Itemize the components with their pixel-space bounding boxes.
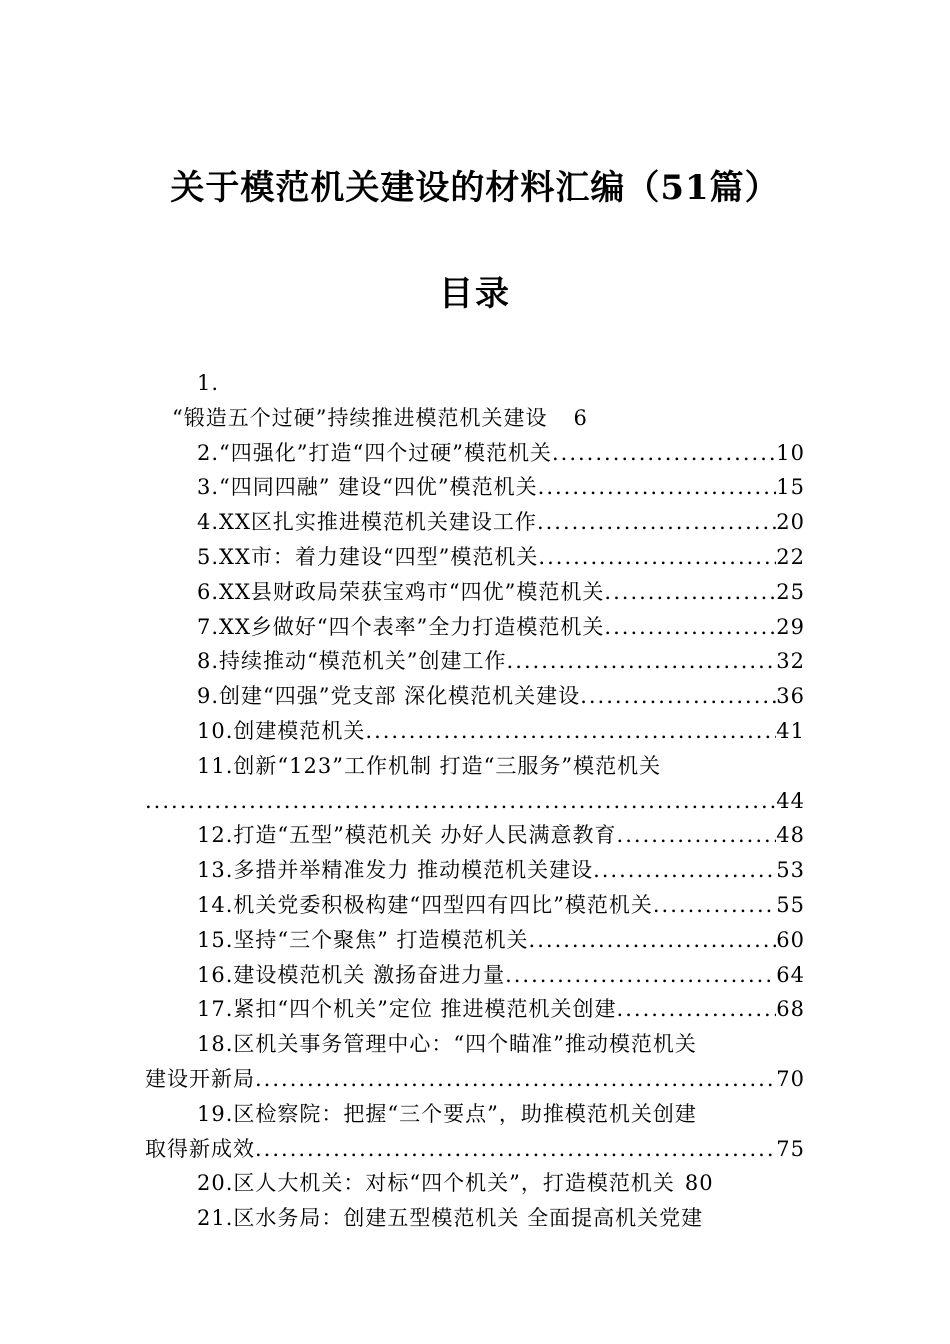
toc-heading: 目录 xyxy=(439,274,511,314)
toc-entry-text: 5.XX市：着力建设“四型”模范机关 xyxy=(197,544,539,569)
toc-entry-1-number: 1. xyxy=(197,371,220,395)
toc-entry-page: 48 xyxy=(776,823,805,848)
dot-leader xyxy=(617,992,777,1027)
toc-entry-21[interactable] xyxy=(145,1201,805,1236)
dot-leader xyxy=(255,1132,776,1167)
toc-entry-text: 9.创建“四强”党支部 深化模范机关建设 xyxy=(197,684,581,709)
toc-entry-15[interactable] xyxy=(145,923,805,958)
dot-leader xyxy=(538,540,776,575)
toc-entry-text: 8.持续推动“模范机关”创建工作 xyxy=(197,649,507,674)
toc-entry-5[interactable] xyxy=(145,540,805,575)
dot-leader xyxy=(593,853,776,888)
toc-entry-page: 60 xyxy=(776,927,805,952)
toc-entry-text: 13.多措并举精准发力 推动模范机关建设 xyxy=(197,858,594,883)
toc-entry-text: 20.区人大机关：对标“四个机关”，打造模范机关 xyxy=(197,1171,675,1196)
toc-entry-text: 3.“四同四融” 建设“四优”模范机关 xyxy=(197,475,538,500)
toc-entry-10[interactable] xyxy=(145,714,805,749)
toc-entry-page: 53 xyxy=(776,858,805,883)
toc-entry-page: 80 xyxy=(684,1171,714,1196)
dot-leader xyxy=(537,505,776,540)
dot-leader xyxy=(617,818,777,853)
toc-entry-13[interactable] xyxy=(145,853,805,888)
toc-entry-page: 10 xyxy=(776,440,805,465)
toc-entry-18-continuation[interactable] xyxy=(145,1062,805,1097)
toc-entry-8[interactable] xyxy=(145,644,805,679)
toc-entry-page: 41 xyxy=(776,718,805,743)
table-of-contents xyxy=(145,366,805,1236)
toc-entry-18[interactable] xyxy=(145,1027,805,1062)
dot-leader xyxy=(507,644,777,679)
toc-entry-19-continuation[interactable] xyxy=(145,1132,805,1167)
toc-entry-page: 22 xyxy=(776,544,805,569)
toc-entry-text: 取得新成效 xyxy=(145,1136,255,1161)
toc-entry-19[interactable] xyxy=(145,1097,805,1132)
toc-entry-12[interactable] xyxy=(145,818,805,853)
toc-entry-3[interactable] xyxy=(145,470,805,505)
dot-leader xyxy=(552,436,776,471)
toc-entry-page: 68 xyxy=(776,997,805,1022)
toc-entry-page: 36 xyxy=(776,684,805,709)
toc-entry-page: 75 xyxy=(776,1136,805,1161)
toc-entry-4[interactable] xyxy=(145,505,805,540)
toc-entry-14[interactable] xyxy=(145,888,805,923)
toc-entry-11[interactable] xyxy=(145,749,805,784)
toc-entry-16[interactable] xyxy=(145,958,805,993)
toc-entry-17[interactable] xyxy=(145,992,805,1027)
toc-entry-7[interactable] xyxy=(145,610,805,645)
toc-entry-text: 16.建设模范机关 激扬奋进力量 xyxy=(197,962,506,987)
toc-entry-page: 32 xyxy=(776,649,805,674)
toc-entry-page: 25 xyxy=(776,579,805,604)
toc-entry-text: 11.创新“123”工作机制 打造“三服务”模范机关 xyxy=(197,753,662,778)
document-title: 关于模范机关建设的材料汇编（51篇） xyxy=(170,168,780,208)
toc-entry-text: 21.区水务局：创建五型模范机关 全面提高机关党建 xyxy=(197,1206,704,1231)
toc-entry-text: 6.XX县财政局荣获宝鸡市“四优”模范机关 xyxy=(197,579,605,604)
toc-entry-11-continuation[interactable] xyxy=(145,784,805,819)
toc-entry-text: 建设开新局 xyxy=(145,1066,255,1091)
toc-entry-2[interactable] xyxy=(145,436,805,471)
dot-leader xyxy=(505,958,776,993)
toc-entry-page: 64 xyxy=(776,962,805,987)
toc-entry-text: 17.紧扣“四个机关”定位 推进模范机关创建 xyxy=(197,997,617,1022)
toc-entry-page: 70 xyxy=(776,1066,805,1091)
toc-entry-6[interactable] xyxy=(145,575,805,610)
toc-entry-text: 12.打造“五型”模范机关 办好人民满意教育 xyxy=(197,823,617,848)
dot-leader xyxy=(604,610,776,645)
toc-entry-page: 44 xyxy=(776,788,805,813)
toc-entry-page: 6 xyxy=(573,405,588,430)
dot-leader xyxy=(365,714,776,749)
dot-leader xyxy=(604,575,776,610)
toc-entry-text: 19.区检察院：把握“三个要点”，助推模范机关创建 xyxy=(197,1101,697,1126)
toc-entry-page: 15 xyxy=(776,475,805,500)
toc-entry-text: 2.“四强化”打造“四个过硬”模范机关 xyxy=(197,440,552,465)
toc-entry-page: 29 xyxy=(776,614,805,639)
dot-leader xyxy=(580,679,776,714)
dot-leader xyxy=(538,470,777,505)
toc-entry-text: 4.XX区扎实推进模范机关建设工作 xyxy=(197,510,537,535)
dot-leader xyxy=(529,923,777,958)
dot-leader xyxy=(653,888,776,923)
toc-entry-page: 55 xyxy=(776,892,805,917)
toc-entry-20[interactable] xyxy=(145,1166,805,1201)
toc-entry-1[interactable] xyxy=(145,401,805,436)
toc-entry-text: 14.机关党委积极构建“四型四有四比”模范机关 xyxy=(197,892,653,917)
toc-entry-text: 15.坚持“三个聚焦” 打造模范机关 xyxy=(197,927,529,952)
toc-entry-text: 18.区机关事务管理中心：“四个瞄准”推动模范机关 xyxy=(197,1032,697,1057)
toc-entry-text: “锻造五个过硬”持续推进模范机关建设 xyxy=(172,405,548,430)
dot-leader xyxy=(145,784,776,819)
toc-entry-text: 10.创建模范机关 xyxy=(197,718,366,743)
toc-entry-9[interactable] xyxy=(145,679,805,714)
toc-entry-text: 7.XX乡做好“四个表率”全力打造模范机关 xyxy=(197,614,605,639)
toc-entry-page: 20 xyxy=(776,510,805,535)
dot-leader xyxy=(255,1062,776,1097)
